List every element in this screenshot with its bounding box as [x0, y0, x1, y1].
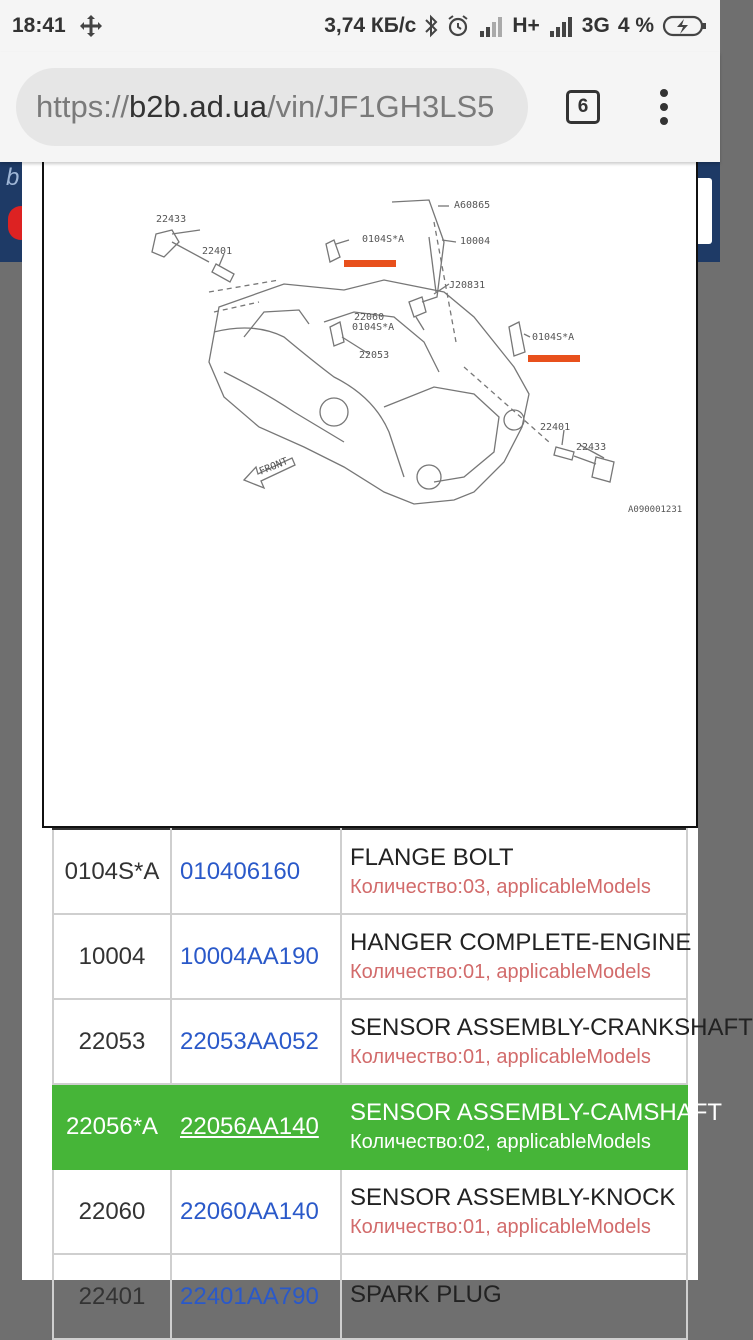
- hanger-bracket: [429, 237, 436, 292]
- leader-line: [416, 317, 424, 330]
- tab-switcher-button[interactable]: 6: [566, 90, 600, 124]
- battery-charging-icon: [662, 14, 708, 38]
- table-row[interactable]: [53, 999, 687, 1084]
- diagram-label: 22053: [359, 350, 390, 361]
- parts-diagram[interactable]: [42, 162, 698, 828]
- redaction-marker: [528, 355, 580, 362]
- diagram-label: 22433: [576, 442, 607, 453]
- dashed-guide: [464, 367, 549, 442]
- engine-block-detail: [224, 372, 344, 442]
- plug-right: [554, 447, 574, 460]
- diagram-label: 10004: [460, 236, 491, 247]
- part-description: [341, 829, 687, 914]
- url-path: /vin/JF1GH3LS5: [266, 89, 495, 124]
- part-ref: 22401: [53, 1254, 171, 1339]
- part-number-link[interactable]: 22056AA140: [171, 1084, 341, 1169]
- diagram-label: 22401: [202, 246, 233, 257]
- coil-right: [592, 457, 614, 482]
- crank-sensor: [330, 322, 344, 346]
- plug-left: [212, 264, 234, 282]
- part-ref: 22053: [53, 999, 171, 1084]
- part-meta: Количество:01, applicableModels: [350, 1216, 651, 1238]
- part-meta: Количество:03, applicableModels: [350, 876, 651, 898]
- part-description: [341, 999, 753, 1084]
- diagram-front-label: FRONT: [257, 456, 290, 478]
- diagram-label: 0104S*A: [352, 322, 395, 333]
- background-logo-text: b: [6, 164, 20, 191]
- status-bar: [0, 0, 720, 52]
- table-row[interactable]: [53, 1254, 687, 1339]
- table-row[interactable]: [53, 1169, 687, 1254]
- parts-table: [52, 828, 753, 1340]
- coil-right-shaft: [574, 456, 596, 464]
- url-scheme: https://: [36, 89, 130, 124]
- part-ref: 22056*A: [53, 1084, 171, 1169]
- dashed-guide: [209, 280, 279, 292]
- move-arrows-icon: [78, 13, 104, 39]
- clock: 18:41: [12, 14, 66, 37]
- redaction-marker: [344, 260, 396, 267]
- menu-dot: [660, 117, 668, 125]
- diagram-code: A090001231: [628, 505, 683, 515]
- part-description: [341, 914, 692, 999]
- part-ref: 22060: [53, 1169, 171, 1254]
- overflow-menu-button[interactable]: [660, 89, 668, 125]
- table-row[interactable]: [53, 829, 687, 914]
- network-type-2: 3G: [581, 14, 610, 37]
- diagram-label: J20831: [449, 280, 486, 291]
- leader-line: [524, 334, 530, 337]
- engine-pulley: [417, 465, 441, 489]
- part-meta: Количество:01, applicableModels: [350, 1046, 651, 1068]
- engine-pulley: [504, 410, 524, 430]
- part-number-link[interactable]: 22060AA140: [171, 1169, 341, 1254]
- signal-icon: [478, 15, 504, 37]
- url-host: b2b.ad.ua: [129, 89, 267, 124]
- part-ref: 0104S*A: [53, 829, 171, 914]
- part-name: SENSOR ASSEMBLY-KNOCK: [350, 1184, 676, 1211]
- browser-toolbar: [0, 52, 720, 162]
- part-name: SENSOR ASSEMBLY-CRANKSHAFT: [350, 1014, 753, 1041]
- part-name: HANGER COMPLETE-ENGINE: [350, 929, 692, 956]
- part-number-link[interactable]: 010406160: [171, 829, 341, 914]
- menu-dot: [660, 103, 668, 111]
- table-row[interactable]: [53, 914, 687, 999]
- part-description: [341, 1084, 723, 1169]
- part-description: [341, 1254, 687, 1339]
- part-meta: Количество:01, applicableModels: [350, 961, 651, 983]
- part-ref: 10004: [53, 914, 171, 999]
- diagram-label: 22401: [540, 422, 571, 433]
- diagram-label: A60865: [454, 200, 491, 211]
- battery-percent: 4 %: [617, 14, 654, 37]
- part-description: [341, 1169, 687, 1254]
- part-meta: Количество:02, applicableModels: [350, 1131, 651, 1153]
- table-row-selected[interactable]: [53, 1084, 687, 1169]
- part-name: SPARK PLUG: [350, 1280, 502, 1308]
- diagram-label: 0104S*A: [362, 234, 405, 245]
- bluetooth-icon: [424, 14, 438, 38]
- diagram-label: 22060: [354, 312, 385, 323]
- leader-line: [336, 240, 349, 244]
- part-number-link[interactable]: 22053AA052: [171, 999, 341, 1084]
- camshaft-sensor-right: [509, 322, 525, 356]
- menu-dot: [660, 89, 668, 97]
- network-type-1: H+: [512, 14, 540, 37]
- address-bar[interactable]: [16, 68, 528, 146]
- part-number-link[interactable]: 22401AA790: [171, 1254, 341, 1339]
- leader-line: [172, 230, 200, 234]
- part-name: FLANGE BOLT: [350, 844, 514, 871]
- alarm-icon: [446, 14, 470, 38]
- part-name: SENSOR ASSEMBLY-CAMSHAFT: [350, 1099, 723, 1126]
- part-number-link[interactable]: 10004AA190: [171, 914, 341, 999]
- engine-block-detail: [244, 310, 309, 337]
- engine-diagram-svg: [44, 162, 696, 826]
- network-speed: 3,74 КБ/с: [324, 14, 417, 37]
- parts-modal: [22, 162, 753, 1310]
- diagram-label: 0104S*A: [532, 332, 575, 343]
- knock-sensor: [409, 297, 426, 317]
- engine-pulley: [320, 398, 348, 426]
- diagram-label: 22433: [156, 214, 187, 225]
- signal-icon-2: [548, 15, 574, 37]
